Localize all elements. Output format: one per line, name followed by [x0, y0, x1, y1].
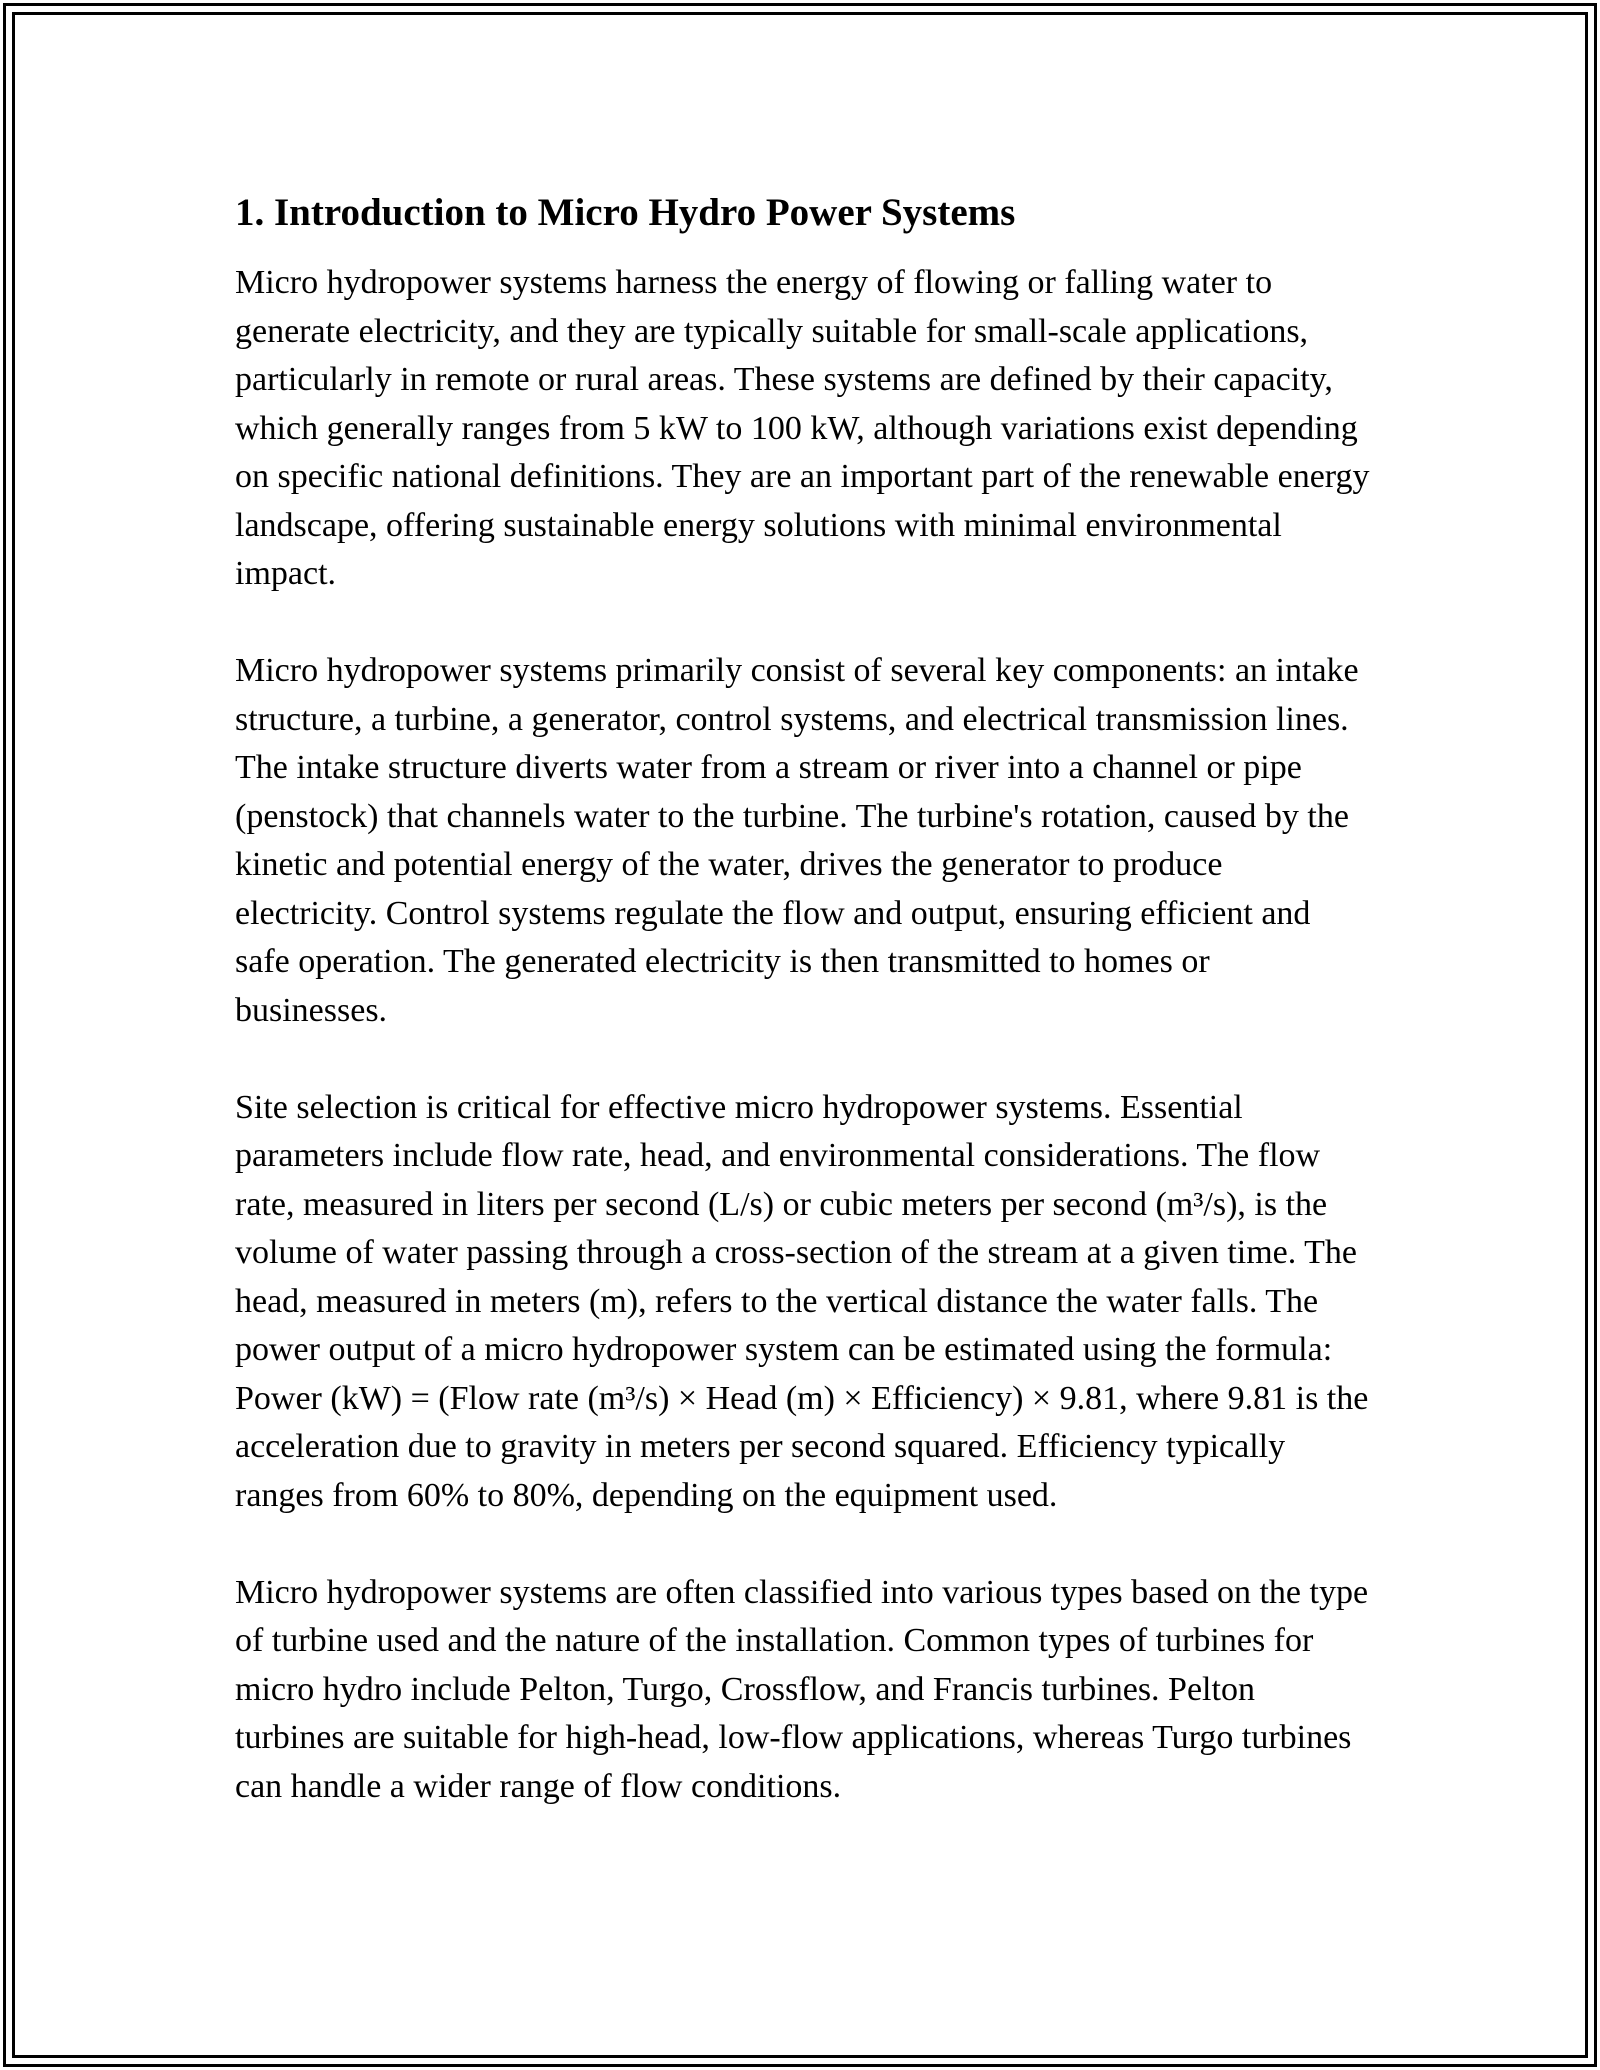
paragraph-components: Micro hydropower systems primarily consist of several key components: an intake structure, a turbine, a generator, control systems, and electrical transmission lines. The intake structure diverts water from a stream or river into a channel or pipe (penstock) that channels water to the turbine. The turbine's rotation, caused by the kinetic and potential energy of the water, drives the generator to produce electricity. Control systems regulate the flow and output, ensuring efficient and safe operation. The generated electricity is then transmitted to homes or businesses.: [235, 652, 1359, 1029]
paragraph-site-selection: Site selection is critical for effective micro hydropower systems. Essential parameters include flow rate, head, and environmental considerations. The flow rate, measured in liters per second (L/s) or cubic meters per second (m³/s), is the volume of water passing through a cross-section of the stream at a given time. The head, measured in meters (m), refers to the vertical distance the water falls. The power output of a micro hydropower system can be estimated using the formula: Power (kW) = (Flow rate (m³/s) × Head (m) × Efficiency) × 9.81, where 9.81 is the acceleration due to gravity in meters per second squared. Efficiency typically ranges from 60% to 80%, depending on the equipment used.: [235, 1088, 1369, 1514]
paragraph-introduction: Micro hydropower systems harness the energy of flowing or falling water to generate electricity, and they are typically suitable for small-scale applications, particularly in remote or rural areas. These systems are defined by their capacity, which generally ranges from 5 kW to 100 kW, although variations exist depending on specific national definitions. They are an important part of the renewable energy landscape, offering sustainable energy solutions with minimal environmental impact.: [235, 264, 1370, 592]
document-page: [235, 185, 1370, 1811]
section-title: 1. Introduction to Micro Hydro Power Systems: [235, 191, 1016, 234]
paragraph-turbine-types: Micro hydropower systems are often classified into various types based on the type of turbine used and the nature of the installation. Common types of turbines for micro hydro include Pelton, Turgo, Crossflow, and Francis turbines. Pelton turbines are suitable for high-head, low-flow applications, whereas Turgo turbines can handle a wider range of flow conditions.: [235, 1573, 1369, 1805]
